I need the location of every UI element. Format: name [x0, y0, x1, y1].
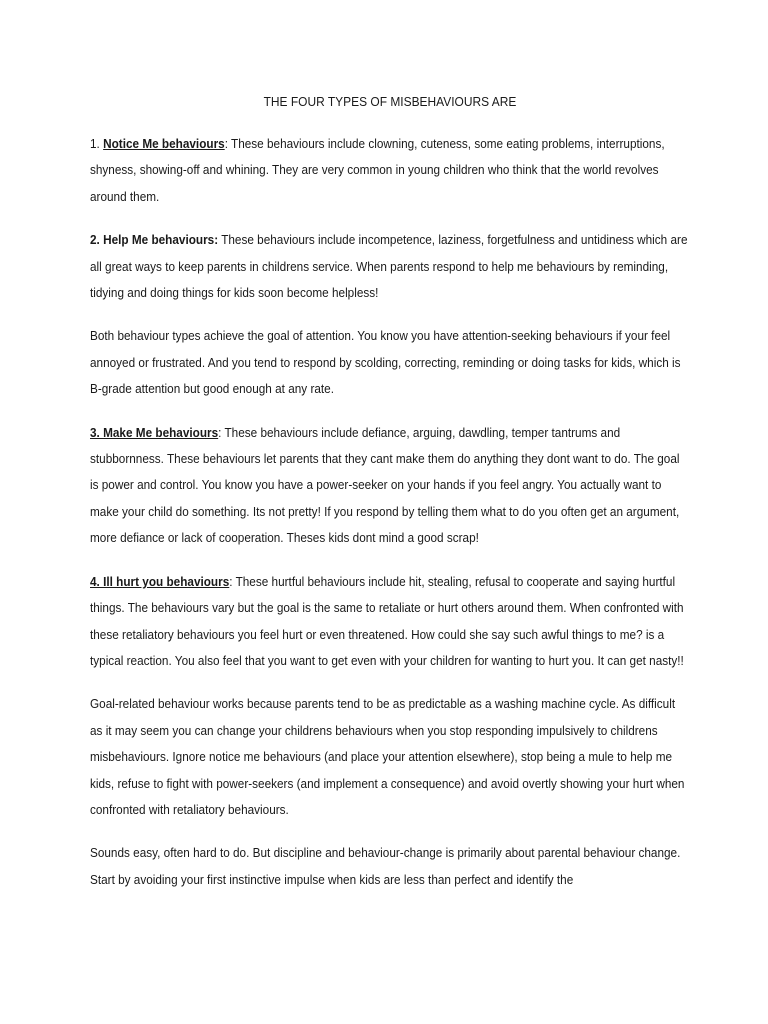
paragraph-goal-related — [90, 691, 690, 823]
paragraph-text: Both behaviour types achieve the goal of attention. You know you have attention-seeking behaviours if your feel annoyed or frustrated. And you tend to respond by scolding, correcting, reminding or doing tasks for kids, which is B-grade attention but good enough at any rate. — [90, 328, 681, 397]
section-help-me — [90, 227, 690, 306]
section-heading: 2. Help Me behaviours: — [90, 232, 219, 248]
paragraph-text: Sounds easy, often hard to do. But discipline and behaviour-change is primarily about parental behaviour change. Start by avoiding your first instinctive impulse when kids are less than perfect and identify the — [90, 845, 681, 887]
section-text: : These behaviours include clowning, cuteness, some eating problems, interruptions, shyness, showing-off and whining. They are very common in young children who think that the world revolves around them. — [90, 136, 665, 204]
section-text: : These hurtful behaviours include hit, stealing, refusal to cooperate and saying hurtful things. The behaviours vary but the goal is the same to retaliate or hurt others around them. When confronted with these retaliatory behaviours you feel hurt or even threatened. How could she say such awful things to me? is a typical reaction. You also feel that you want to get even with your children for wanting to hurt you. It can get nasty!! — [90, 573, 684, 668]
section-text: : These behaviours include defiance, arguing, dawdling, temper tantrums and stubbornness. These behaviours let parents that they cant make them do anything they dont want to do. The goal is power and control. You know you have a power-seeker on your hands if you feel angry. You actually want to make your child do something. Its not pretty! If you respond by telling them what to do you often get an argument, more defiance or lack of cooperation. Theses kids dont mind a good scrap! — [90, 424, 680, 546]
paragraph-attention — [90, 323, 690, 402]
paragraph-sounds-easy — [90, 840, 690, 893]
section-heading: Notice Me behaviours — [103, 136, 225, 151]
document-page — [90, 94, 690, 910]
section-heading: 3. Make Me behaviours — [90, 424, 219, 440]
section-text: These behaviours include incompetence, laziness, forgetfulness and untidiness which are all great ways to keep parents in childrens service. When parents respond to help me behaviours by reminding, tidying and doing things for kids soon become helpless! — [90, 232, 688, 301]
section-heading: 4. Ill hurt you behaviours — [90, 573, 230, 589]
document-title: THE FOUR TYPES OF MISBEHAVIOURS ARE — [263, 94, 517, 109]
section-hurt-you — [90, 569, 690, 675]
section-make-me — [90, 420, 690, 552]
section-notice-me — [90, 131, 690, 210]
paragraph-text: Goal-related behaviour works because parents tend to be as predictable as a washing machine cycle. As difficult as it may seem you can change your childrens behaviours when you stop responding impulsively to childrens misbehaviours. Ignore notice me behaviours (and place your attention elsewhere), stop being a mule to help me kids, refuse to fight with power-seekers (and implement a consequence) and avoid overtly showing your hurt when confronted with retaliatory behaviours. — [90, 696, 685, 817]
section-number: 1. — [90, 136, 104, 151]
